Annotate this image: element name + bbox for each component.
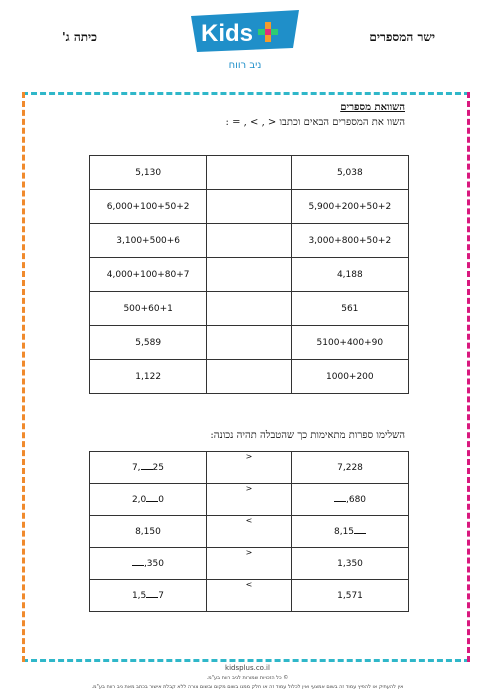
left-value: 3,100+500+6	[90, 224, 207, 258]
worksheet-topic: ישר המספרים	[369, 30, 435, 44]
digit-blank[interactable]	[141, 469, 153, 470]
left-value: 4,000+100+80+7	[90, 258, 207, 292]
complete-row	[90, 580, 409, 612]
right-value: 1000+200	[291, 360, 408, 394]
answer-cell[interactable]	[207, 258, 291, 292]
left-partial-number[interactable]: 7, 25	[90, 452, 207, 484]
left-value: 8,150	[90, 516, 207, 548]
left-partial-number[interactable]: 2,0 0	[90, 484, 207, 516]
svg-text:Kids: Kids	[201, 20, 254, 47]
answer-cell[interactable]	[207, 360, 291, 394]
comparison-symbol: >	[245, 451, 253, 461]
left-value: 500+60+1	[90, 292, 207, 326]
left-value: 5,589	[90, 326, 207, 360]
right-value: 7,228	[292, 452, 409, 484]
compare-row	[90, 292, 409, 326]
answer-cell[interactable]	[207, 190, 291, 224]
right-value: 561	[291, 292, 408, 326]
comparison-symbol: >	[245, 547, 253, 557]
footer-url[interactable]: kidsplus.co.il	[225, 664, 270, 672]
complete-row	[90, 484, 409, 516]
compare-row	[90, 156, 409, 190]
compare-row	[90, 190, 409, 224]
right-value: 5,900+200+50+2	[291, 190, 408, 224]
left-value: 5,130	[90, 156, 207, 190]
right-value: 3,000+800+50+2	[291, 224, 408, 258]
svg-text:ניב רווח: ניב רווח	[228, 60, 262, 71]
footer-legal: אין להעתיק או להפיץ עמוד זה בשום אמצעי ואין לכלול עמוד זה או חלק ממנו בשום מקום ובשום צורה ללא קבלת אישור בכתב מאת ניב רווח בע"מ.	[91, 684, 404, 690]
compare-row	[90, 258, 409, 292]
comparison-symbol: <	[245, 515, 253, 525]
left-value: 6,000+100+50+2	[90, 190, 207, 224]
digit-blank[interactable]	[132, 565, 144, 566]
digit-blank[interactable]	[146, 597, 158, 598]
right-partial-number[interactable]: ,680	[292, 484, 409, 516]
compare-row	[90, 224, 409, 258]
comparison-symbol-cell	[206, 452, 291, 484]
answer-cell[interactable]	[207, 156, 291, 190]
comparison-symbol: >	[245, 483, 253, 493]
complete-instruction: השלימו ספרות מתאימות כך שהטבלה תהיה נכונה:	[210, 430, 405, 441]
complete-row	[90, 452, 409, 484]
compare-instruction: השוו את המספרים הבאים וכתבו < , > , = :	[225, 117, 405, 128]
comparison-symbol-cell	[206, 484, 291, 516]
digit-blank[interactable]	[334, 501, 346, 502]
comparison-symbol: <	[245, 579, 253, 589]
answer-cell[interactable]	[207, 326, 291, 360]
right-value: 5,038	[291, 156, 408, 190]
digit-blank[interactable]	[146, 501, 158, 502]
compare-row	[90, 360, 409, 394]
comparison-symbol-cell	[206, 580, 291, 612]
right-partial-number[interactable]: 8,15	[292, 516, 409, 548]
compare-row	[90, 326, 409, 360]
complete-digits-table	[89, 451, 409, 612]
footer-copyright: © כל הזכויות שמורות לניב רווח בע"מ.	[206, 675, 289, 681]
compare-table	[89, 155, 409, 394]
digit-blank[interactable]	[354, 533, 366, 534]
left-value: 1,122	[90, 360, 207, 394]
right-value: 4,188	[291, 258, 408, 292]
comparison-symbol-cell	[206, 516, 291, 548]
complete-row	[90, 548, 409, 580]
answer-cell[interactable]	[207, 292, 291, 326]
section-title: השוואת מספרים	[340, 102, 405, 113]
answer-cell[interactable]	[207, 224, 291, 258]
comparison-symbol-cell	[206, 548, 291, 580]
left-partial-number[interactable]: ,350	[90, 548, 207, 580]
grade-label: כיתה ג'	[62, 30, 98, 44]
right-value: 1,571	[292, 580, 409, 612]
left-partial-number[interactable]: 1,5 7	[90, 580, 207, 612]
complete-row	[90, 516, 409, 548]
kids-plus-logo	[185, 8, 305, 74]
right-value: 1,350	[292, 548, 409, 580]
right-value: 5100+400+90	[291, 326, 408, 360]
